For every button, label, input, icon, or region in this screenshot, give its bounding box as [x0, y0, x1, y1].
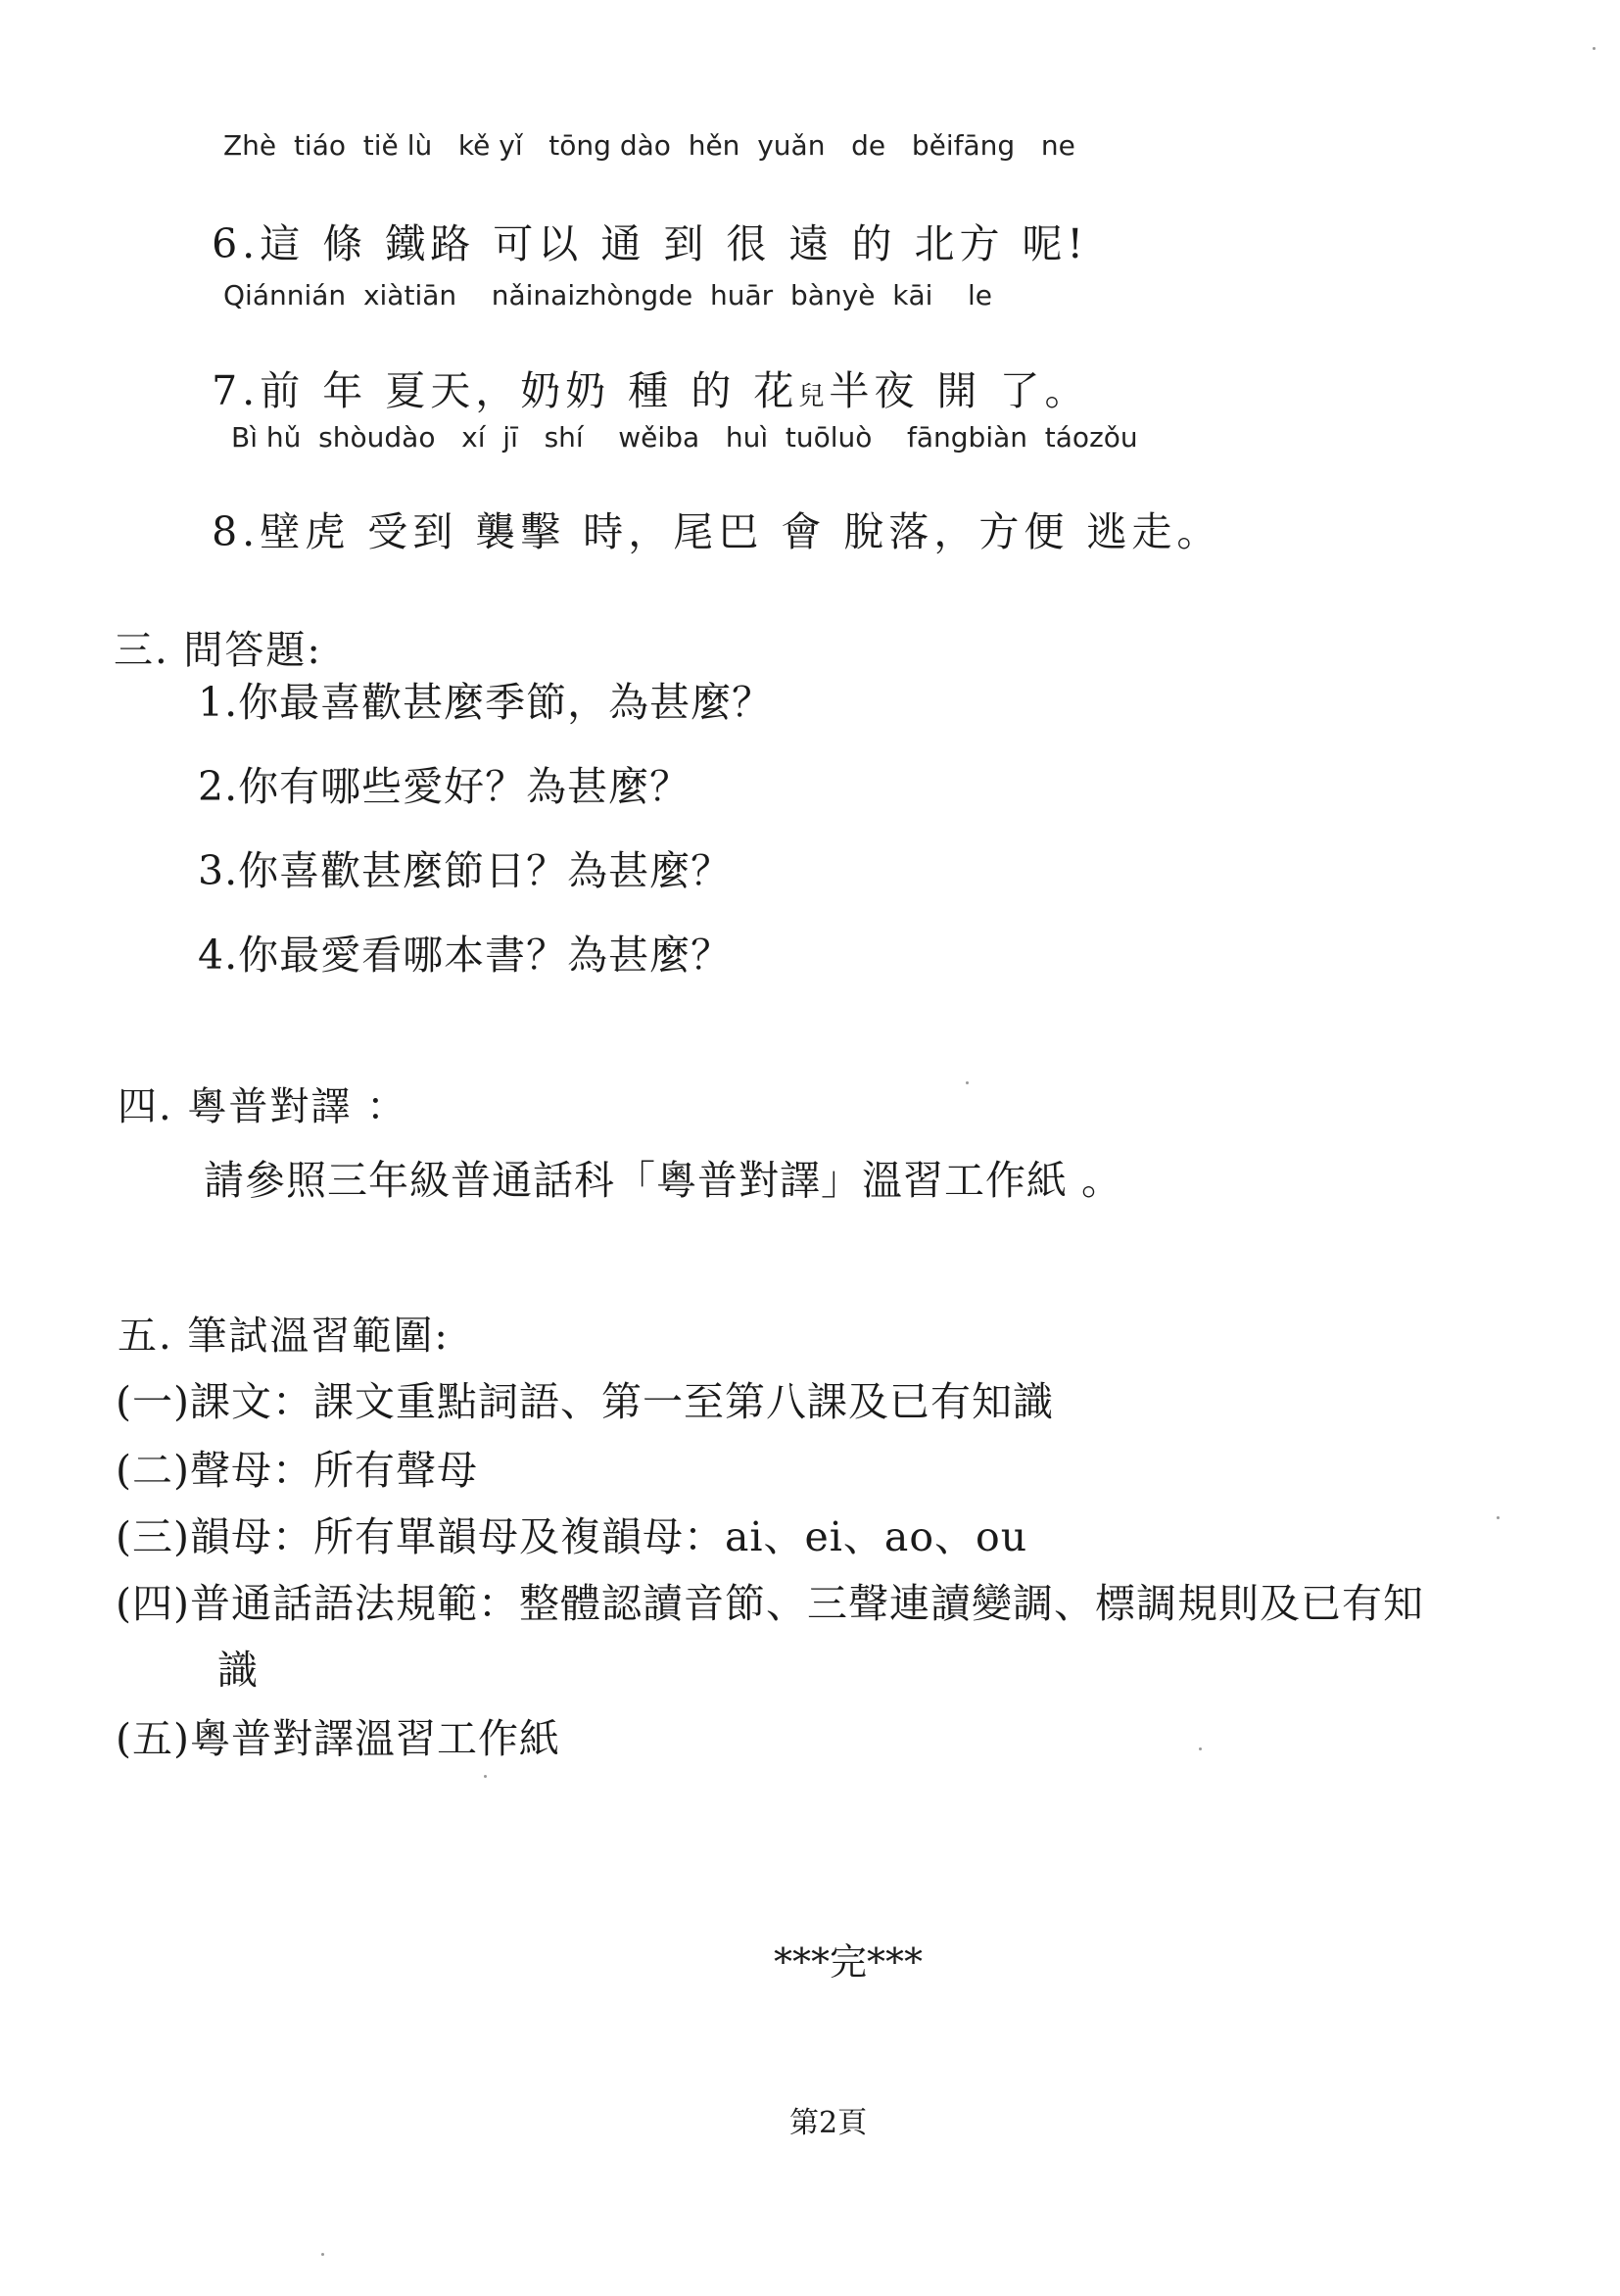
- question-1: 1.你最喜歡甚麼季節，為甚麼？: [198, 679, 774, 726]
- sentence-6: [176, 165, 1088, 269]
- section-4-title: 四. 粵普對譯 ：: [118, 1084, 408, 1129]
- scan-speck: [484, 1775, 487, 1778]
- review-item-4: (四)普通話語法規範：整體認讀音節、三聲連讀變調、標調規則及已有知: [116, 1580, 1424, 1627]
- question-3: 3.你喜歡甚麼節日？為甚麼？: [198, 847, 733, 894]
- scan-speck: [321, 2253, 324, 2256]
- er-suffix: 兒: [798, 382, 830, 411]
- sentence-text: 前 年 夏天，奶奶 種 的 花: [260, 367, 799, 414]
- scan-speck: [1593, 47, 1596, 50]
- sentence-number: 7.: [212, 367, 261, 414]
- end-mark: ***完***: [774, 1940, 924, 1984]
- section-5-title: 五. 筆試溫習範圍:: [118, 1314, 450, 1359]
- sentence-8: [176, 453, 1221, 557]
- sentence-text-2: 半夜 開 了。: [829, 367, 1090, 414]
- sentence-7: [176, 311, 1089, 416]
- page-number: 第2頁: [789, 2106, 868, 2140]
- sentence-number: 6.: [212, 220, 261, 267]
- pinyin-line-8: Bì hǔ shòudào xí jī shí wěiba huì tuōluò fāngbiàn táozǒu: [231, 421, 1138, 454]
- pinyin-line-6: Zhè tiáo tiě lù kě yǐ tōng dào hěn yuǎn de běifāng ne: [223, 129, 1075, 162]
- scan-speck: [966, 1081, 969, 1084]
- section-4-text: 請參照三年級普通話科「粵普對譯」溫習工作紙 。: [204, 1157, 1123, 1204]
- review-item-3: (三)韻母：所有單韻母及複韻母：ai、ei、ao、ou: [116, 1513, 1028, 1560]
- sentence-number: 8.: [212, 508, 261, 555]
- pinyin-line-7: Qiánnián xiàtiān nǎinaizhòngde huār bànyè kāi le: [223, 279, 992, 311]
- section-3-title: 三. 問答題:: [114, 628, 322, 673]
- review-item-5: (五)粵普對譯溫習工作紙: [116, 1715, 560, 1762]
- scan-speck: [1497, 1516, 1500, 1519]
- review-item-4-cont: 識: [217, 1647, 259, 1694]
- review-item-2: (二)聲母：所有聲母: [116, 1447, 478, 1494]
- sentence-text: 這 條 鐵路 可以 通 到 很 遠 的 北方 呢!: [260, 220, 1089, 267]
- review-item-1: (一)課文：課文重點詞語、第一至第八課及已有知識: [116, 1378, 1054, 1425]
- sentence-text: 壁虎 受到 襲擊 時，尾巴 會 脫落，方便 逃走。: [260, 508, 1222, 555]
- question-2: 2.你有哪些愛好？為甚麼？: [198, 763, 691, 810]
- question-4: 4.你最愛看哪本書？為甚麼？: [198, 932, 733, 979]
- scan-speck: [1199, 1747, 1202, 1750]
